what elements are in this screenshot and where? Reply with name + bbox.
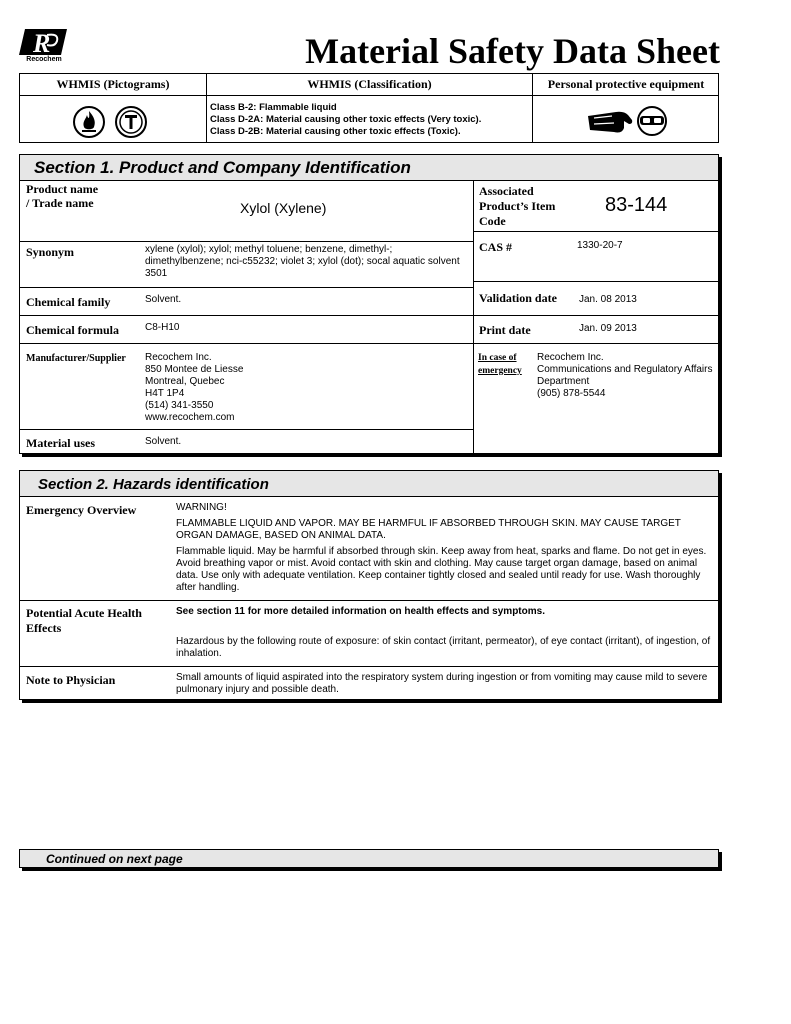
cas-label: CAS # — [479, 240, 513, 254]
physician-label: Note to Physician — [26, 673, 116, 687]
print-date-label: Print date — [479, 323, 531, 337]
recochem-logo — [19, 27, 69, 67]
whmis-class-item: Class D-2A: Material causing other toxic effects (Very toxic). — [210, 114, 482, 125]
print-date-value: Jan. 09 2013 — [579, 323, 637, 334]
svg-text:R: R — [33, 29, 51, 58]
validation-date-value: Jan. 08 2013 — [579, 294, 637, 305]
toxic-t-symbol-icon — [114, 105, 148, 144]
material-uses-value: Solvent. — [145, 436, 182, 447]
chemical-formula-value: C8-H10 — [145, 322, 180, 333]
whmis-class-list — [210, 102, 481, 138]
section-2 — [19, 470, 719, 700]
warning-text: FLAMMABLE LIQUID AND VAPOR. MAY BE HARMFUL IF ABSORBED THROUGH SKIN. MAY CAUSE TARGET ORGAN DAMAGE, BASED ON ANIMAL DATA. — [176, 518, 681, 541]
acute-health-label: Potential Acute Health Effects — [26, 606, 142, 635]
ppe-header: Personal protective equipment — [547, 77, 705, 91]
emergency-contact: Recochem Inc. Communications and Regulatory Affairs Department (905) 878-5544 — [537, 352, 713, 399]
continued-bar — [19, 849, 719, 868]
acute-health-text: Hazardous by the following route of exposure: of skin contact (irritant, permeator), of eye contact (irritant), of ingestion, of inhalation. — [176, 636, 711, 659]
chemical-family-value: Solvent. — [145, 294, 182, 305]
whmis-classification-header: WHMIS (Classification) — [307, 77, 432, 91]
overview-text: Flammable liquid. May be harmful if absorbed through skin. Keep away from heat, sparks and flame. Do not get in eyes. Avoid breathing vapor or mist. Avoid contact with skin and clothing. May cause target organ damage, based on animal data. Use only with adequate ventilation. Keep container tightly closed and sealed until ready for use. Wash thoroughly after handling. — [176, 546, 707, 593]
emergency-label: In case of emergency — [478, 353, 522, 376]
safety-goggles-icon — [636, 104, 668, 143]
section-1 — [19, 154, 719, 454]
chemical-formula-label: Chemical formula — [26, 323, 119, 337]
manufacturer-address: Recochem Inc. 850 Montee de Liesse Montreal, Quebec H4T 1P4 (514) 341-3550 www.recochem.com — [145, 352, 244, 423]
synonym-label: Synonym — [26, 245, 75, 259]
item-code-value: 83-144 — [605, 194, 668, 216]
whmis-pictograms-header: WHMIS (Pictograms) — [56, 77, 170, 91]
acute-see-section: See section 11 for more detailed information on health effects and symptoms. — [176, 606, 545, 617]
flame-symbol-icon — [72, 105, 106, 144]
manufacturer-label: Manufacturer/Supplier — [26, 353, 126, 364]
page-title: Material Safety Data Sheet — [305, 31, 720, 71]
cas-value: 1330-20-7 — [577, 240, 623, 251]
material-uses-label: Material uses — [26, 436, 95, 450]
synonym-value: xylene (xylol); xylol; methyl toluene; benzene, dimethyl-; dimethylbenzene; nci-c55232; violet 3; xylol (dot); socal aquatic solvent 3501 — [145, 244, 460, 279]
whmis-class-item: Class B-2: Flammable liquid — [210, 102, 337, 113]
product-name-label: Product name / Trade name — [26, 182, 99, 210]
whmis-class-item: Class D-2B: Material causing other toxic effects (Toxic). — [210, 126, 461, 137]
warning-heading: WARNING! — [176, 502, 227, 513]
logo-text: Recochem — [26, 56, 62, 63]
chemical-family-label: Chemical family — [26, 295, 111, 309]
validation-date-label: Validation date — [479, 291, 557, 305]
continued-text: Continued on next page — [46, 852, 183, 866]
emergency-overview-label: Emergency Overview — [26, 503, 137, 517]
product-name-value: Xylol (Xylene) — [240, 200, 327, 216]
whmis-table — [19, 73, 719, 143]
physician-text: Small amounts of liquid aspirated into the respiratory system during ingestion or from vomiting may cause mild to severe pulmonary injury and possible death. — [176, 672, 708, 695]
section-2-title: Section 2. Hazards identification — [38, 476, 269, 493]
section-1-title: Section 1. Product and Company Identification — [34, 158, 411, 177]
associated-item-label: Associated Product’s Item Code — [479, 184, 556, 228]
gloves-icon — [586, 106, 634, 143]
